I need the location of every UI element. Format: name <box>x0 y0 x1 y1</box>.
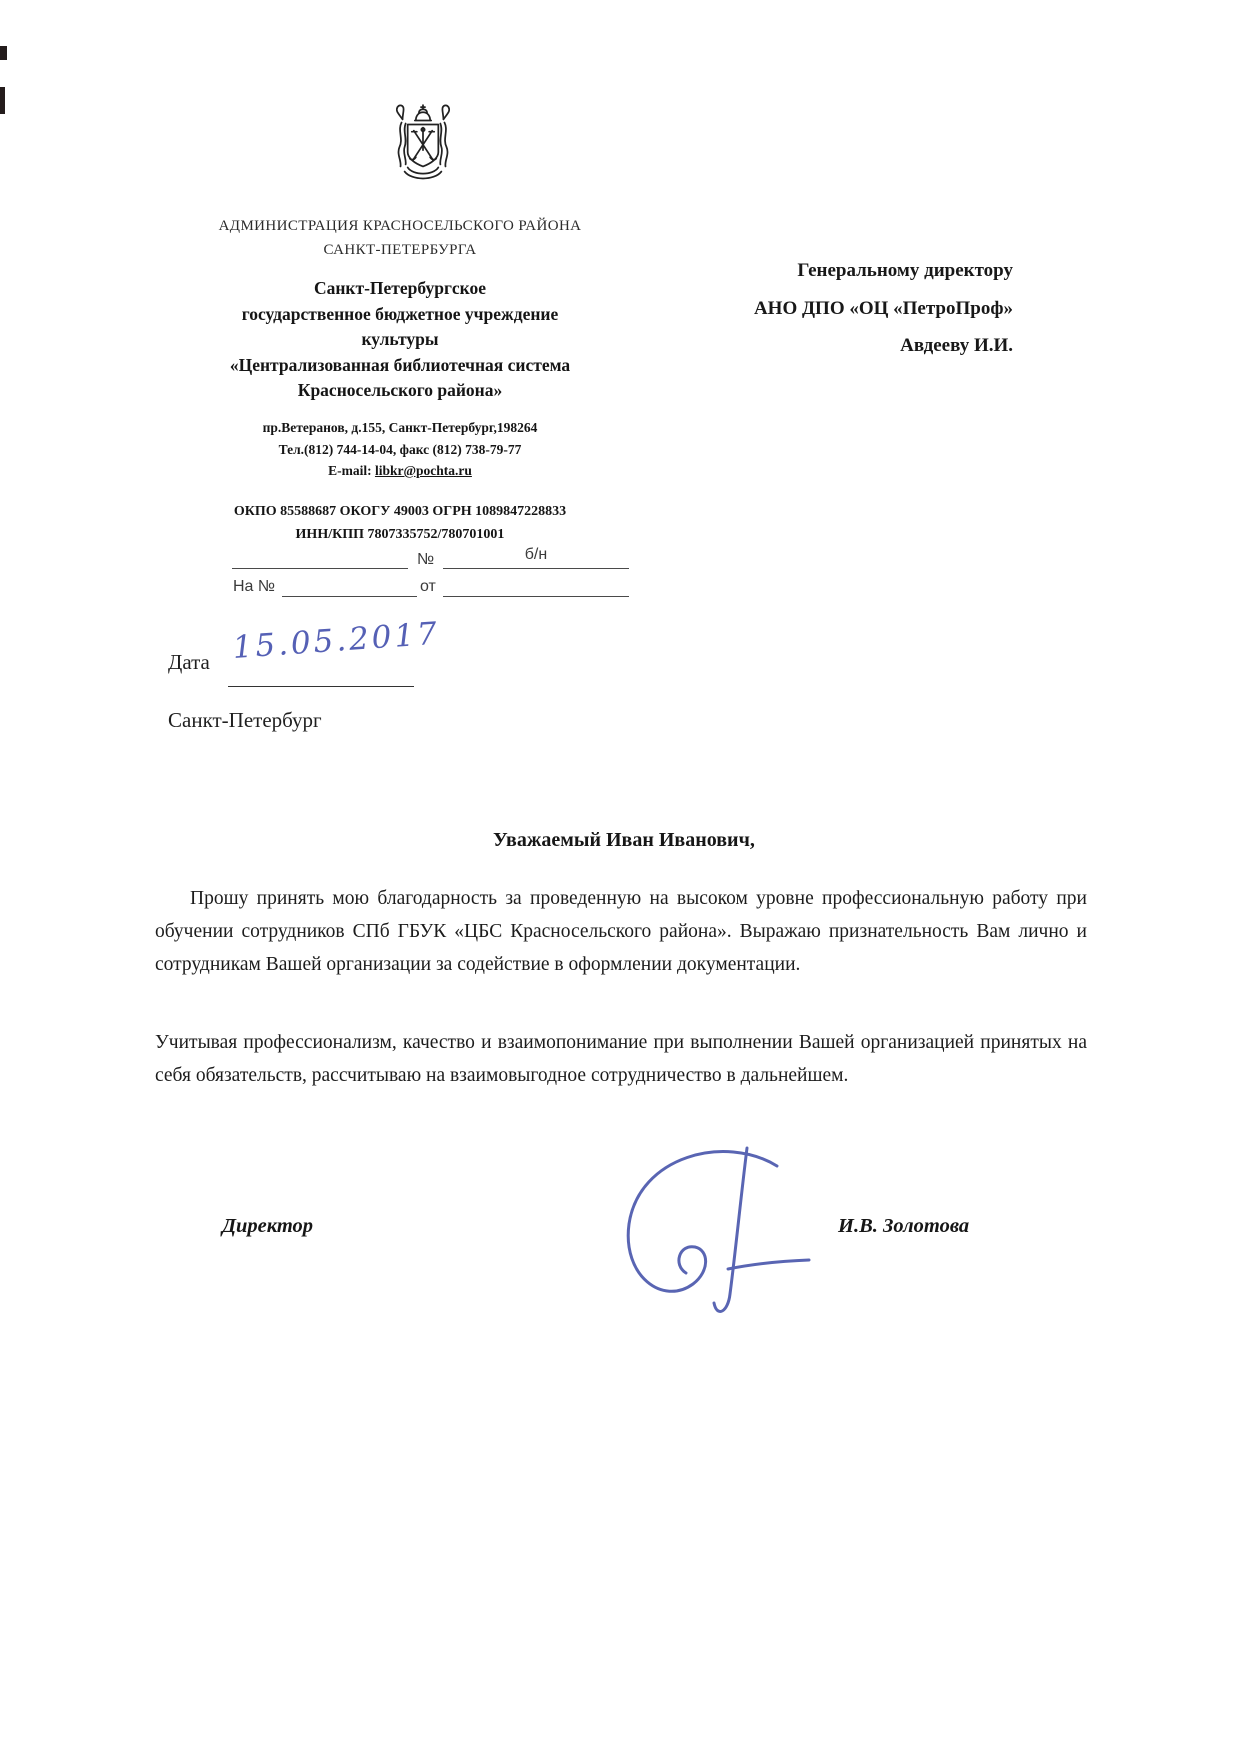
postal-address: пр.Ветеранов, д.155, Санкт-Петербург,198264 <box>262 420 538 435</box>
date-label: Дата <box>168 650 210 674</box>
salutation: Уважаемый Иван Иванович, <box>493 829 755 851</box>
org-name-line: «Централизованная библиотечная система <box>229 354 571 375</box>
outgoing-number-blank <box>232 546 408 569</box>
outgoing-number-value: б/н <box>443 546 629 569</box>
body-paragraph-1: Прошу принять мою благодарность за проведенную на высоком уровне профессиональную работу при обучении сотрудников СПб ГБУК «ЦБС Красносельского района». Выражаю признательность Вам лично и сотрудникам Вашей организации за содействие в оформлении документации. <box>155 888 1087 975</box>
administration-line2: САНКТ-ПЕТЕРБУРГА <box>323 242 477 258</box>
addressee-block <box>660 252 1013 365</box>
administration-line1: АДМИНИСТРАЦИЯ КРАСНОСЕЛЬСКОГО РАЙОНА <box>218 218 582 234</box>
city-line: Санкт-Петербург <box>168 708 322 732</box>
incoming-number-blank <box>282 574 417 597</box>
handwritten-signature-icon <box>565 1138 820 1323</box>
organization-name <box>140 276 660 404</box>
addressee-position: Генеральному директору <box>797 260 1013 281</box>
org-name-line: Красносельского района» <box>297 380 503 400</box>
org-name-line: государственное бюджетное учреждение <box>241 303 559 324</box>
phone-fax: Тел.(812) 744-14-04, факс (812) 738-79-77 <box>278 441 522 457</box>
ot-label: от <box>420 578 436 595</box>
signer-name: И.В. Золотова <box>838 1215 970 1237</box>
email-line <box>150 460 650 482</box>
spb-coat-of-arms-icon <box>377 100 469 192</box>
contact-block <box>150 417 650 482</box>
scan-artifact <box>0 87 5 114</box>
administration-caption <box>150 214 650 262</box>
number-sign: № <box>417 551 435 568</box>
handwritten-date: 15.05.2017 <box>231 615 441 666</box>
signer-title: Директор <box>222 1215 314 1237</box>
addressee-person: Авдееву И.И. <box>900 335 1013 356</box>
date-underline <box>228 664 414 687</box>
registration-codes <box>150 501 650 546</box>
na-no-label: На № <box>233 578 276 595</box>
org-name-line: культуры <box>361 329 439 349</box>
incoming-date-blank <box>443 574 629 597</box>
email-address: libkr@pochta.ru <box>374 463 472 478</box>
okpo-ogrn-line: ОКПО 85588687 ОКОГУ 49003 ОГРН 1089847228833 <box>233 504 567 519</box>
email-label: E-mail: <box>328 463 372 478</box>
org-name-line: Санкт-Петербургское <box>313 278 487 298</box>
scan-artifact <box>0 46 7 60</box>
body-paragraph-2: Учитывая профессионализм, качество и взаимопонимание при выполнении Вашей организацией принятых на себя обязательств, рассчитываю на взаимовыгодное сотрудничество в дальнейшем. <box>155 1032 1087 1086</box>
inn-kpp-line: ИНН/КПП 7807335752/780701001 <box>295 526 505 542</box>
addressee-organization: АНО ДПО «ОЦ «ПетроПроф» <box>753 297 1013 319</box>
